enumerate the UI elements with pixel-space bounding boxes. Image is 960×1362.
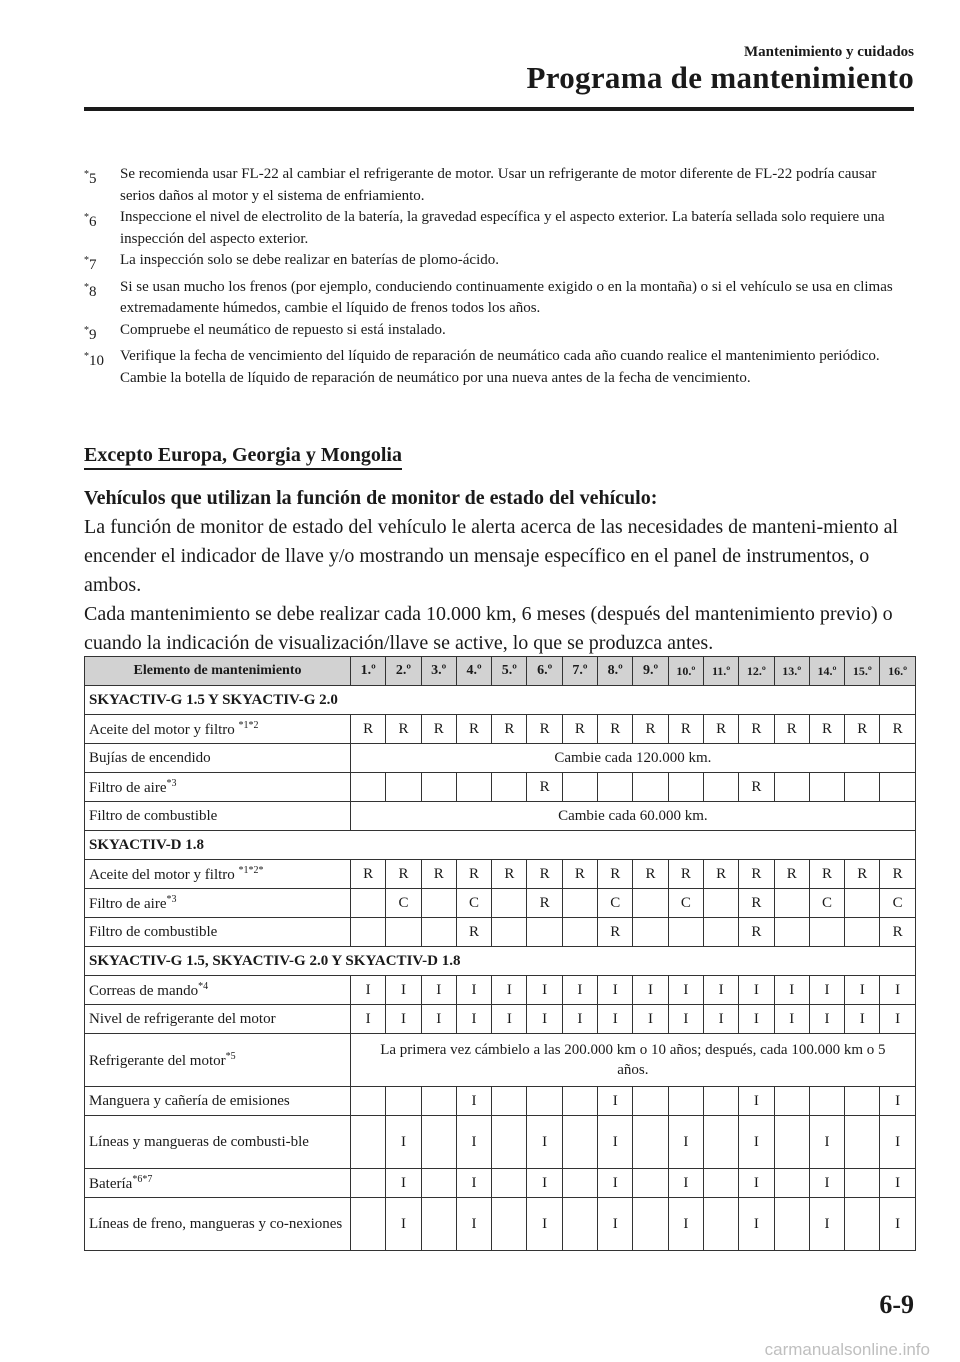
interval-cell: I xyxy=(492,976,527,1005)
item-footnote-ref: *3 xyxy=(166,893,177,905)
interval-cell: I xyxy=(668,1198,703,1251)
table-row xyxy=(85,1198,916,1251)
section-title: Excepto Europa, Georgia y Mongolia xyxy=(84,444,402,470)
item-name: Manguera y cañería de emisiones xyxy=(89,1092,290,1109)
interval-cell: R xyxy=(386,715,421,744)
item-name-cell xyxy=(85,1116,351,1169)
interval-cell xyxy=(668,1087,703,1116)
item-name-cell xyxy=(85,1005,351,1034)
interval-cell: I xyxy=(880,1169,915,1198)
footnote-number: 5 xyxy=(89,171,97,187)
interval-cell xyxy=(351,1087,386,1116)
interval-cell: I xyxy=(598,1005,633,1034)
table-group-row xyxy=(85,831,916,860)
interval-cell xyxy=(562,918,597,947)
engine-group-label: SKYACTIV-G 1.5, SKYACTIV-G 2.0 Y SKYACTIV-D 1.8 xyxy=(85,947,916,976)
item-name-cell xyxy=(85,860,351,889)
interval-cell: I xyxy=(739,1169,774,1198)
interval-cell xyxy=(633,1198,668,1251)
interval-cell xyxy=(351,1198,386,1251)
interval-cell: I xyxy=(739,1116,774,1169)
interval-cell: I xyxy=(562,1005,597,1034)
footnote-asterisk: * xyxy=(84,281,89,293)
interval-cell: I xyxy=(633,976,668,1005)
interval-cell xyxy=(668,773,703,802)
interval-cell: R xyxy=(598,715,633,744)
item-name: Batería xyxy=(89,1175,133,1192)
interval-cell: R xyxy=(668,715,703,744)
item-name: Filtro de combustible xyxy=(89,923,218,940)
interval-cell: R xyxy=(633,860,668,889)
footnote-number: 10 xyxy=(89,353,104,369)
interval-cell xyxy=(703,1087,738,1116)
interval-cell xyxy=(562,1116,597,1169)
interval-cell xyxy=(845,889,880,918)
interval-cell: C xyxy=(456,889,491,918)
interval-cell: I xyxy=(703,1005,738,1034)
engine-group-label: SKYACTIV-G 1.5 Y SKYACTIV-G 2.0 xyxy=(85,686,916,715)
header-section-label: Mantenimiento y cuidados xyxy=(743,44,914,60)
header-divider xyxy=(84,107,914,111)
interval-cell xyxy=(774,1169,809,1198)
interval-cell xyxy=(633,773,668,802)
footnote-asterisk: * xyxy=(84,324,89,336)
footnote-item xyxy=(84,164,914,207)
interval-cell: I xyxy=(668,1005,703,1034)
interval-cell: C xyxy=(598,889,633,918)
item-name: Filtro de combustible xyxy=(89,807,218,824)
interval-cell: R xyxy=(739,918,774,947)
interval-cell: R xyxy=(527,715,562,744)
interval-cell: R xyxy=(456,918,491,947)
item-name: Filtro de aire xyxy=(89,895,167,912)
interval-cell xyxy=(351,918,386,947)
table-header-interval: 5.º xyxy=(492,657,527,686)
footnote-number: 9 xyxy=(89,326,97,343)
item-footnote-ref: *1*2* xyxy=(238,864,264,876)
item-name: Líneas de freno, mangueras y co-nexiones xyxy=(89,1215,343,1232)
interval-cell xyxy=(633,1169,668,1198)
interval-cell xyxy=(703,773,738,802)
footnote-item xyxy=(84,250,914,277)
interval-cell: I xyxy=(527,976,562,1005)
interval-cell: I xyxy=(774,976,809,1005)
interval-cell xyxy=(703,918,738,947)
interval-cell: I xyxy=(809,1169,844,1198)
interval-cell xyxy=(845,1116,880,1169)
interval-cell xyxy=(633,1087,668,1116)
interval-cell xyxy=(421,1116,456,1169)
table-row xyxy=(85,1169,916,1198)
table-header-interval: 7.º xyxy=(562,657,597,686)
interval-cell: R xyxy=(703,715,738,744)
table-header-interval: 9.º xyxy=(633,657,668,686)
interval-cell xyxy=(703,889,738,918)
interval-cell: I xyxy=(351,1005,386,1034)
table-header-interval: 4.º xyxy=(456,657,491,686)
interval-cell: I xyxy=(598,1116,633,1169)
interval-cell xyxy=(492,1169,527,1198)
table-header-interval: 13.º xyxy=(774,657,809,686)
interval-cell: I xyxy=(456,1169,491,1198)
interval-cell xyxy=(880,773,915,802)
table-header-item: Elemento de mantenimiento xyxy=(85,657,351,686)
footnote-text: La inspección solo se debe realizar en baterías de plomo-ácido. xyxy=(120,252,500,268)
interval-cell: I xyxy=(703,976,738,1005)
interval-cell: I xyxy=(456,1005,491,1034)
interval-cell: I xyxy=(386,1198,421,1251)
interval-cell: I xyxy=(809,1005,844,1034)
table-row xyxy=(85,918,916,947)
interval-cell: I xyxy=(421,1005,456,1034)
interval-cell: I xyxy=(739,1005,774,1034)
interval-cell: C xyxy=(880,889,915,918)
footnote-text: Si se usan mucho los frenos (por ejemplo, conduciendo continuamente exigido o en la montaña) o si el vehículo se usa en climas extremadamente húmedos, cambie el líquido de frenos todos los años. xyxy=(120,278,893,316)
interval-cell: R xyxy=(598,918,633,947)
interval-cell xyxy=(492,918,527,947)
interval-cell xyxy=(774,918,809,947)
table-header-interval: 8.º xyxy=(598,657,633,686)
table-header-interval: 1.º xyxy=(351,657,386,686)
item-name: Filtro de aire xyxy=(89,779,167,796)
interval-cell: I xyxy=(386,1169,421,1198)
item-name-cell xyxy=(85,744,351,773)
interval-cell: I xyxy=(492,1005,527,1034)
table-row xyxy=(85,773,916,802)
item-name-cell xyxy=(85,715,351,744)
footnote-number: 7 xyxy=(89,257,97,273)
interval-cell: R xyxy=(809,715,844,744)
interval-cell: I xyxy=(527,1116,562,1169)
interval-cell: R xyxy=(845,860,880,889)
interval-cell xyxy=(421,1169,456,1198)
interval-cell: R xyxy=(421,860,456,889)
interval-cell xyxy=(633,889,668,918)
interval-cell: C xyxy=(668,889,703,918)
interval-note-cell: Cambie cada 60.000 km. xyxy=(351,802,916,831)
item-name-cell xyxy=(85,1169,351,1198)
interval-cell: R xyxy=(421,715,456,744)
interval-cell: R xyxy=(739,773,774,802)
interval-cell: I xyxy=(386,1116,421,1169)
interval-cell xyxy=(562,1169,597,1198)
interval-cell xyxy=(845,1198,880,1251)
interval-cell: R xyxy=(351,715,386,744)
interval-cell xyxy=(351,889,386,918)
footnote-item xyxy=(84,277,914,320)
interval-cell xyxy=(703,1198,738,1251)
table-row xyxy=(85,1116,916,1169)
interval-cell: I xyxy=(880,1116,915,1169)
table-header-interval: 3.º xyxy=(421,657,456,686)
table-header-interval: 10.º xyxy=(668,657,703,686)
interval-cell: R xyxy=(845,715,880,744)
interval-cell: I xyxy=(562,976,597,1005)
interval-cell xyxy=(386,918,421,947)
item-name-cell xyxy=(85,976,351,1005)
table-header-interval: 11.º xyxy=(703,657,738,686)
item-name-cell xyxy=(85,889,351,918)
footnote-item xyxy=(84,207,914,250)
table-row xyxy=(85,976,916,1005)
footnote-asterisk: * xyxy=(84,255,89,266)
table-row xyxy=(85,1034,916,1087)
item-footnote-ref: *3 xyxy=(166,777,177,789)
item-name: Correas de mando xyxy=(89,982,199,999)
interval-cell xyxy=(845,1087,880,1116)
interval-cell: R xyxy=(527,773,562,802)
interval-cell: R xyxy=(880,918,915,947)
interval-cell xyxy=(562,1087,597,1116)
interval-cell: I xyxy=(633,1005,668,1034)
interval-cell: R xyxy=(739,889,774,918)
item-name-cell xyxy=(85,1034,351,1087)
interval-note-cell: La primera vez cámbielo a las 200.000 km o 10 años; después, cada 100.000 km o 5 años. xyxy=(351,1034,916,1087)
interval-cell: I xyxy=(739,976,774,1005)
interval-cell xyxy=(421,1198,456,1251)
interval-cell: I xyxy=(809,1116,844,1169)
page-number: 6-9 xyxy=(879,1290,914,1319)
interval-cell: I xyxy=(456,1116,491,1169)
interval-cell: I xyxy=(598,1198,633,1251)
interval-cell: I xyxy=(739,1198,774,1251)
interval-cell: I xyxy=(527,1005,562,1034)
interval-cell xyxy=(703,1116,738,1169)
interval-cell: I xyxy=(880,1087,915,1116)
table-row xyxy=(85,802,916,831)
interval-cell: I xyxy=(809,1198,844,1251)
interval-cell: R xyxy=(739,715,774,744)
table-group-row xyxy=(85,686,916,715)
item-name-cell xyxy=(85,1198,351,1251)
interval-cell xyxy=(421,918,456,947)
interval-cell: R xyxy=(527,860,562,889)
interval-cell: R xyxy=(703,860,738,889)
footnote-number: 8 xyxy=(89,283,97,300)
item-name-cell xyxy=(85,1087,351,1116)
interval-cell xyxy=(527,918,562,947)
interval-cell: R xyxy=(492,860,527,889)
table-row xyxy=(85,889,916,918)
page-title: Programa de mantenimiento xyxy=(526,60,914,95)
interval-cell: I xyxy=(774,1005,809,1034)
interval-cell: C xyxy=(386,889,421,918)
interval-cell xyxy=(456,773,491,802)
interval-cell: C xyxy=(809,889,844,918)
item-footnote-ref: *1*2 xyxy=(238,719,259,731)
maintenance-table xyxy=(84,656,916,1251)
interval-cell xyxy=(562,1198,597,1251)
interval-cell: I xyxy=(421,976,456,1005)
table-header-interval: 14.º xyxy=(809,657,844,686)
interval-cell: R xyxy=(351,860,386,889)
table-row xyxy=(85,744,916,773)
item-name-cell xyxy=(85,802,351,831)
interval-cell: R xyxy=(492,715,527,744)
footnote-mark xyxy=(84,346,120,389)
item-name: Bujías de encendido xyxy=(89,749,211,766)
interval-cell: R xyxy=(739,860,774,889)
interval-cell: R xyxy=(880,715,915,744)
item-name: Refrigerante del motor xyxy=(89,1052,226,1069)
interval-cell: I xyxy=(456,1198,491,1251)
interval-cell: R xyxy=(598,860,633,889)
interval-cell: R xyxy=(809,860,844,889)
interval-cell xyxy=(703,1169,738,1198)
item-name: Líneas y mangueras de combusti-ble xyxy=(89,1133,309,1150)
interval-cell: I xyxy=(456,1087,491,1116)
footnote-text: Inspeccione el nivel de electrolito de la batería, la gravedad específica y el aspecto exterior. La batería sellada solo requiere una inspección del aspecto exterior. xyxy=(120,209,885,247)
interval-cell: I xyxy=(668,1169,703,1198)
interval-cell: R xyxy=(880,860,915,889)
interval-cell xyxy=(492,1087,527,1116)
table-group-row xyxy=(85,947,916,976)
interval-cell xyxy=(633,918,668,947)
interval-cell: R xyxy=(668,860,703,889)
interval-cell: I xyxy=(845,976,880,1005)
interval-cell: R xyxy=(527,889,562,918)
interval-cell xyxy=(562,889,597,918)
interval-cell: I xyxy=(809,976,844,1005)
interval-cell: I xyxy=(598,1169,633,1198)
intro-paragraph-2: Cada mantenimiento se debe realizar cada 10.000 km, 6 meses (después del mantenimiento previo) o cuando la indicación de visualización/llave se active, lo que se produzca antes. xyxy=(84,603,893,654)
item-footnote-ref: *5 xyxy=(225,1050,236,1062)
interval-cell xyxy=(351,773,386,802)
interval-cell: R xyxy=(562,860,597,889)
engine-group-label: SKYACTIV-D 1.8 xyxy=(85,831,916,860)
table-row xyxy=(85,1005,916,1034)
intro-paragraph-1: La función de monitor de estado del vehículo le alerta acerca de las necesidades de manteni-miento al encender el indicador de llave y/o mostrando un mensaje específico en el panel de instrumentos, o ambos. xyxy=(84,516,899,596)
interval-cell xyxy=(845,1169,880,1198)
item-name-cell xyxy=(85,918,351,947)
interval-cell xyxy=(774,773,809,802)
table-header-interval: 15.º xyxy=(845,657,880,686)
footnote-text: Verifique la fecha de vencimiento del líquido de reparación de neumático cada año cuando realice el mantenimiento periódico. Cambie la botella de líquido de reparación de neumático por una nueva antes de la fecha de vencimiento. xyxy=(120,348,880,386)
interval-cell: I xyxy=(598,976,633,1005)
footnote-asterisk: * xyxy=(84,169,89,180)
interval-cell: I xyxy=(880,976,915,1005)
footnote-text: Se recomienda usar FL-22 al cambiar el refrigerante de motor. Usar un refrigerante de motor diferente de FL-22 podría causar serios daños al motor y el sistema de enfriamiento. xyxy=(120,166,877,204)
interval-cell xyxy=(774,889,809,918)
interval-cell xyxy=(527,1087,562,1116)
interval-cell xyxy=(845,918,880,947)
interval-cell xyxy=(421,889,456,918)
interval-cell: R xyxy=(456,860,491,889)
interval-cell: I xyxy=(527,1169,562,1198)
item-footnote-ref: *6*7 xyxy=(132,1173,153,1185)
interval-cell xyxy=(774,1198,809,1251)
table-header-interval: 16.º xyxy=(880,657,915,686)
table-header-row xyxy=(85,657,916,686)
interval-cell: R xyxy=(774,715,809,744)
interval-cell xyxy=(809,1087,844,1116)
interval-cell xyxy=(492,773,527,802)
footnote-number: 6 xyxy=(89,214,97,230)
interval-cell xyxy=(774,1116,809,1169)
table-row xyxy=(85,1087,916,1116)
interval-cell xyxy=(421,773,456,802)
interval-cell xyxy=(492,1198,527,1251)
interval-cell xyxy=(351,1116,386,1169)
table-header-interval: 12.º xyxy=(739,657,774,686)
interval-cell: I xyxy=(668,976,703,1005)
interval-cell: R xyxy=(774,860,809,889)
interval-cell: I xyxy=(386,976,421,1005)
interval-cell: I xyxy=(386,1005,421,1034)
item-footnote-ref: *4 xyxy=(198,980,209,992)
interval-cell xyxy=(668,918,703,947)
interval-cell xyxy=(809,773,844,802)
interval-cell: I xyxy=(351,976,386,1005)
interval-cell xyxy=(845,773,880,802)
interval-cell: I xyxy=(598,1087,633,1116)
interval-cell: I xyxy=(845,1005,880,1034)
watermark: carmanualsonline.info xyxy=(764,1340,930,1359)
footnote-mark xyxy=(84,207,120,250)
item-name: Aceite del motor y filtro xyxy=(89,866,239,883)
intro-text xyxy=(84,484,914,658)
footnote-text: Compruebe el neumático de repuesto si está instalado. xyxy=(120,321,446,338)
item-name: Nivel de refrigerante del motor xyxy=(89,1010,276,1027)
table-row xyxy=(85,715,916,744)
interval-cell xyxy=(421,1087,456,1116)
interval-note-cell: Cambie cada 120.000 km. xyxy=(351,744,916,773)
interval-cell: I xyxy=(668,1116,703,1169)
intro-subtitle: Vehículos que utilizan la función de monitor de estado del vehículo: xyxy=(84,487,658,509)
interval-cell: I xyxy=(880,1005,915,1034)
interval-cell: R xyxy=(386,860,421,889)
interval-cell: R xyxy=(456,715,491,744)
interval-cell xyxy=(386,773,421,802)
table-header-interval: 6.º xyxy=(527,657,562,686)
interval-cell xyxy=(598,773,633,802)
interval-cell: I xyxy=(880,1198,915,1251)
footnote-item xyxy=(84,320,914,347)
table-row xyxy=(85,860,916,889)
footnote-mark xyxy=(84,250,120,277)
item-name-cell xyxy=(85,773,351,802)
interval-cell: I xyxy=(456,976,491,1005)
footnote-mark xyxy=(84,277,120,320)
item-name: Aceite del motor y filtro xyxy=(89,721,239,738)
footnote-mark xyxy=(84,320,120,347)
interval-cell xyxy=(351,1169,386,1198)
footnote-mark xyxy=(84,164,120,207)
interval-cell: I xyxy=(527,1198,562,1251)
interval-cell xyxy=(492,889,527,918)
interval-cell: R xyxy=(562,715,597,744)
footnote-asterisk: * xyxy=(84,351,89,362)
footnotes-list xyxy=(84,164,914,389)
interval-cell xyxy=(492,1116,527,1169)
table-header-interval: 2.º xyxy=(386,657,421,686)
interval-cell: R xyxy=(633,715,668,744)
footnote-asterisk: * xyxy=(84,212,89,223)
interval-cell xyxy=(809,918,844,947)
interval-cell xyxy=(386,1087,421,1116)
interval-cell: I xyxy=(739,1087,774,1116)
interval-cell xyxy=(774,1087,809,1116)
interval-cell xyxy=(562,773,597,802)
interval-cell xyxy=(633,1116,668,1169)
footnote-item xyxy=(84,346,914,389)
